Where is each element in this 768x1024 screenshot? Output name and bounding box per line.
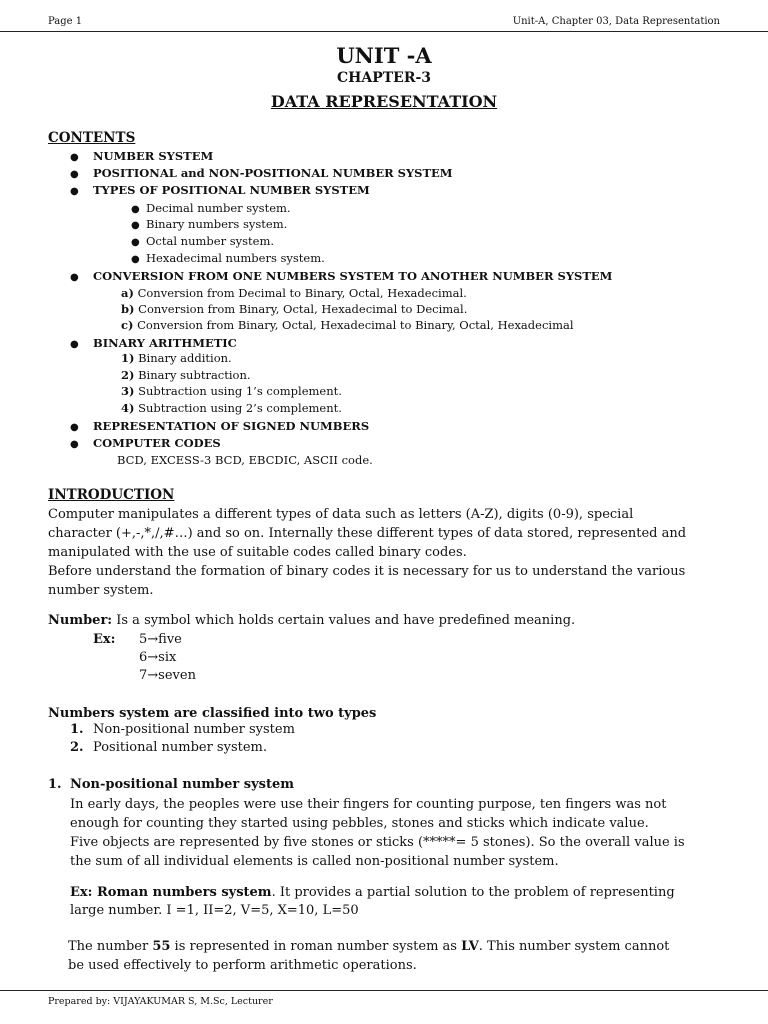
roman-55-sentence-cont: be used effectively to perform arithmetic operations. [68,958,417,973]
bullet-icon: ● [70,169,79,180]
codes-list: BCD, EXCESS-3 BCD, EBCDIC, ASCII code. [117,453,373,467]
bullet-icon: ● [131,254,140,265]
text-line: enough for counting they started using pebbles, stones and sticks which indicate value. [70,816,649,831]
contents-item: REPRESENTATION OF SIGNED NUMBERS [93,419,370,433]
list-number: 1. [70,722,84,737]
page-number: Page 1 [48,16,83,27]
contents-heading: CONTENTS [48,130,136,146]
example-item: 5→five [139,632,182,647]
type-item: Binary numbers system. [146,217,288,231]
list-number: 2. [70,740,84,755]
page-header [48,16,720,30]
roman-values: large number. I =1, II=2, V=5, X=10, L=50 [70,903,359,918]
roman-55-sentence: The number 55 is represented in roman number system as LV. This number system cannot [68,939,670,954]
bullet-icon: ● [70,152,79,163]
header-divider [0,31,768,32]
text-line: In early days, the peoples were use their fingers for counting purpose, ten fingers was not [70,797,667,812]
text-line: Computer manipulates a different types of data such as letters (A-Z), digits (0-9), special [48,507,634,522]
text-line: Five objects are represented by five stones or sticks (*****= 5 stones). So the overall value is [70,835,685,850]
conversion-item: b) Conversion from Binary, Octal, Hexadecimal to Decimal. [121,302,468,316]
example-item: 6→six [139,650,177,665]
unit-title: UNIT -A [336,43,432,68]
bullet-icon: ● [70,186,79,197]
text-line: number system. [48,583,154,598]
bullet-icon: ● [70,339,79,350]
bullet-icon: ● [131,204,140,215]
arithmetic-item: 4) Subtraction using 2’s complement. [121,401,342,415]
conversion-item: c) Conversion from Binary, Octal, Hexadecimal to Binary, Octal, Hexadecimal [121,318,574,332]
page-footer: Prepared by: VIJAYAKUMAR S, M.Sc, Lecturer [48,996,273,1007]
bullet-icon: ● [70,439,79,450]
section-number: 1. [48,777,62,792]
nonpositional-paragraph [70,795,722,871]
text-line: manipulated with the use of suitable codes called binary codes. [48,545,467,560]
footer-divider [0,990,768,991]
contents-item: COMPUTER CODES [93,436,221,450]
conversion-item: a) Conversion from Decimal to Binary, Octal, Hexadecimal. [121,286,467,300]
arithmetic-item: 2) Binary subtraction. [121,368,251,382]
arithmetic-item: 3) Subtraction using 1’s complement. [121,384,342,398]
chapter-title: CHAPTER-3 [336,70,432,86]
text-line: Before understand the formation of binary codes it is necessary for us to understand the various [48,564,686,579]
list-item: Non-positional number system [93,722,295,737]
roman-example: Ex: Roman numbers system. It provides a partial solution to the problem of representing [70,885,675,900]
example-label: Ex: [93,632,116,647]
arithmetic-item: 1) Binary addition. [121,351,232,365]
type-item: Hexadecimal numbers system. [146,251,325,265]
classification-heading: Numbers system are classified into two types [48,706,377,721]
text-line: character (+,-,*,/,#…) and so on. Internally these different types of data stored, represented and [48,526,687,541]
bullet-icon: ● [70,422,79,433]
type-item: Decimal number system. [146,201,291,215]
introduction-heading: INTRODUCTION [48,487,175,503]
chapter-reference: Unit-A, Chapter 03, Data Representation [512,16,720,27]
type-item: Octal number system. [146,234,275,248]
bullet-icon: ● [131,237,140,248]
bullet-icon: ● [70,272,79,283]
section-heading: Non-positional number system [70,777,294,792]
bullet-icon: ● [131,220,140,231]
contents-item: TYPES OF POSITIONAL NUMBER SYSTEM [93,183,370,197]
contents-item: POSITIONAL and NON-POSITIONAL NUMBER SYSTEM [93,166,453,180]
text-line: the sum of all individual elements is called non-positional number system. [70,854,559,869]
example-item: 7→seven [139,668,196,683]
contents-item: CONVERSION FROM ONE NUMBERS SYSTEM TO ANOTHER NUMBER SYSTEM [93,269,613,283]
list-item: Positional number system. [93,740,267,755]
contents-item: NUMBER SYSTEM [93,149,214,163]
introduction-paragraph [48,505,722,600]
contents-item: BINARY ARITHMETIC [93,336,237,350]
topic-title: DATA REPRESENTATION [270,92,498,111]
number-definition: Number: Is a symbol which holds certain values and have predefined meaning. [48,613,576,628]
